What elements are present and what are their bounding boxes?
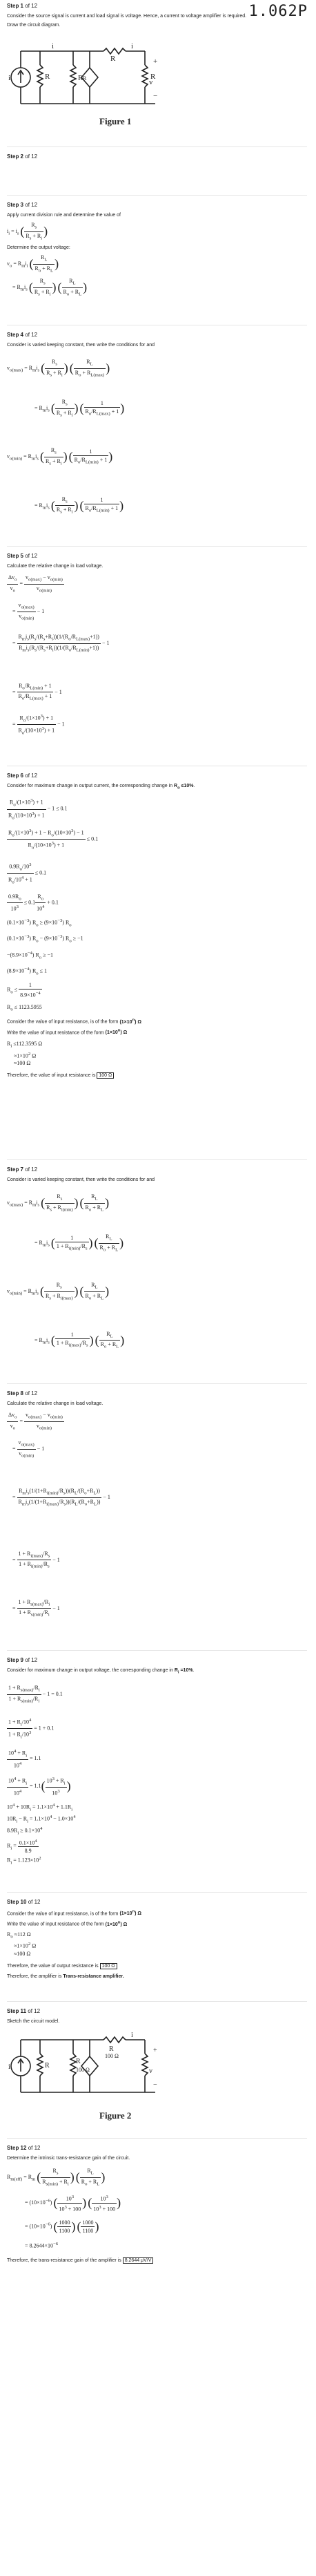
problem-id: 1.062P [248, 3, 308, 20]
step-text: Draw the circuit diagram. [7, 23, 61, 28]
step-divider [7, 146, 307, 147]
step-title: Step 1 of 12 [7, 3, 38, 9]
step-4: Step 4 of 12 Consider is varied keeping constant, then write the conditions for and $v_{o(max)} = R_mi_s$ ( $\frac{R_s}{R_s + R_i}$ ) ( $\frac{R_L}{R_o + R_{L(max)}}$ ) = $R_mi_s$ ( $\frac{R_s}{R_s + R_i}$ ) ( $\frac{1}{R_o/R_{L(max)} + 1}$ ) $v_{o(min)} = R_mi_s$ ( $\frac{R_s}{R_s + R_i}$ ) ( $\frac{1}{R_o/R_{L(min)} + 1}$ ) = $R_mi_s$ ( $\frac{R_s}{R_s + R_i}$ ) ( $\frac{1}{R_o/R_{L(min)} + 1}$ ) [7, 332, 307, 516]
label-source-gain: R [83, 75, 87, 82]
step-10: Step 10 of 12 Consider the value of input resistance, is of the form $(1\times 10^n)$ Ω Write the value of input resistance of the form $(1\times 10^n)$ Ω $R_o \approx 112$ Ω $\approx 1\times 10^2$ Ω ≈100 Ω Therefore, the value of output resistance is 100 Ω Therefore, the amplifier is Trans-resistance amplifier. [7, 1899, 141, 1979]
figure-1-caption: Figure 1 [99, 116, 132, 126]
figure-2-caption: Figure 2 [99, 2110, 132, 2121]
label-rl: R [150, 73, 156, 81]
step-divider [7, 1159, 307, 1160]
step-divider [7, 1383, 307, 1384]
label-rs: R [45, 73, 50, 81]
eq-relative-change: $\frac{\Delta v_o}{v_o}$ = $\frac{v_{o(max)} - v_{o(min)}}{v_{o(min)}}$ [8, 574, 63, 594]
step-12: Step 12 of 12 Determine the intrinsic trans-resistance gain of the circuit. $R_{m(eff)} = R_m$ ( $\frac{R_s}{R_{s(min)} + R_i}$ ) ( $\frac{R_L}{R_o + R_L}$ ) = $(10\times 10^{-6})$ ( $\frac{10^3}{10^3 + 100}$ ) ( $\frac{10^3}{10^3 + 100}$ ) = $(10\times 10^{-6})$ ( $\frac{1000}{1100}$ ) ( $\frac{1000}{1100}$ ) = $8.2644\times 10^{-6}$ Therefore, the trans-resistance gain of the amplifier is 8.2644 μV/V [7, 2145, 307, 2265]
step-divider [7, 195, 307, 196]
eq-vomin: $v_{o(min)} = R_mi_s$ ( $\frac{R_s}{R_s + R_i}$ ) ( $\frac{1}{R_o/R_{L(min)} + 1}$ ) [7, 447, 113, 466]
label-ii: i [52, 43, 55, 50]
label-io: i [131, 2032, 133, 2039]
label-plus: + [153, 57, 158, 66]
eq-vo: $v_o = R_mi_i$ ( $\frac{R_L}{R_o + R_L}$ ) [7, 254, 59, 274]
label-ri: R [76, 2058, 81, 2065]
circuit-figure-2 [7, 2032, 159, 2101]
step-5: Step 5 of 12 Calculate the relative change in load voltage. $\frac{\Delta v_o}{v_o}$ = $\frac{v_{o(max)} - v_{o(min)}}{v_{o(min)}}$ = $\frac{v_{o(max)}}{v_{o(min)}}$ − 1 = $\frac{R_mi_s(R_s/(R_s+R_i))(1/(R_o/R_{L(max)}+1))}{R_mi_s(R_s/(R_s+R_i))(1/(R_o/R_{L(min)}+1))}$ − 1 = $\frac{R_o/R_{L(min)} + 1}{R_o/R_{L(max)} + 1}$ − 1 = $\frac{R_o/(1\times 10^3) + 1}{R_o/(10\times 10^3) + 1}$ − 1 [7, 553, 307, 737]
step-1 [7, 3, 307, 30]
eq-ii: $i_i = i_s$ ( $\frac{R_s}{R_s + R_i}$ ) [7, 222, 48, 241]
circuit-figure-1 [7, 43, 159, 112]
step-divider [7, 546, 307, 547]
step-7: Step 7 of 12 Consider is varied keeping constant, then write the conditions for and $v_{o(max)} = R_mi_s$ ( $\frac{R_s}{R_s + R_{i(min)}}$ ) ( $\frac{R_L}{R_o + R_L}$ ) = $R_mi_s$ ( $\frac{1}{1 + R_{i(min)}/R_s}$ ) ( $\frac{R_L}{R_o + R_L}$ ) $v_{o(min)} = R_mi_s$ ( $\frac{R_s}{R_s + R_{i(max)}}$ ) ( $\frac{R_L}{R_o + R_L}$ ) = $R_mi_s$ ( $\frac{1}{1 + R_{i(max)}/R_s}$ ) ( $\frac{R_L}{R_o + R_L}$ ) [7, 1166, 155, 1349]
label-ri: R [78, 74, 83, 82]
label-ro-value: 100 Ω [105, 2053, 119, 2059]
step-divider [7, 1650, 307, 1651]
eq-vo-expanded: = $R_mi_s$ ( $\frac{R_s}{R_s + R_i}$ ) ( $\frac{R_L}{R_o + R_L}$ ) [12, 278, 88, 297]
result-rout: 100 Ω [100, 1963, 117, 1969]
label-is: i [8, 2063, 10, 2071]
label-minus: − [153, 92, 158, 100]
label-plus: + [153, 2047, 157, 2054]
step-2: Step 2 of 12 [7, 153, 38, 160]
step-divider [7, 2138, 307, 2139]
result-gain: 8.2644 μV/V [123, 2257, 154, 2264]
result-rin: 100 Ω [97, 1072, 114, 1079]
step-9: Step 9 of 12 Consider for maximum change in output voltage, the corresponding change in $R_i =10\%$. $\frac{1 + R_{s(max)}/R_i}{1 + R_{s(min)}/R_i}$ − 1 = 0.1 $\frac{1 + R_i/10^4}{1 + R_i/10^3}$ = 1 + 0.1 $\frac{10^4 + R_i}{10^4}$ = 1.1 $\frac{10^4 + R_i}{10^4}$ = 1.1( $\frac{10^3 + R_i}{10^3}$ ) $10^4 + 10R_i = 1.1\times 10^4 + 1.1R_i$ $10R_i - R_i = 1.1\times 10^4 - 1.0\times 10^4$ $8.9R_i \ge 0.1\times 10^4$ $R_i$ = $\frac{0.1\times 10^4}{8.9}$ $R_i = 1.123\times 10^2$ [7, 1657, 195, 1866]
eq-vomax: $v_{o(max)} = R_mi_s$ ( $\frac{R_s}{R_s + R_i}$ ) ( $\frac{R_L}{R_o + R_{L(max)}}$ ) [7, 359, 110, 378]
step-divider [7, 1892, 307, 1893]
label-vo: v [149, 78, 153, 86]
label-rs: R [45, 2062, 50, 2070]
step-divider [7, 2001, 307, 2002]
step-11: Step 11 of 12 Sketch the circuit model. [7, 2008, 60, 2024]
label-ri-value: 100 Ω [76, 2067, 90, 2073]
label-io: i [131, 43, 134, 50]
step-6: Step 6 of 12 Consider for maximum change in output current, the corresponding change in $R_o \le 10\%$. $\frac{R_o/(1\times 10^3) + 1}{R_o/(10\times 10^3) + 1}$ − 1 ≤ 0.1 $\frac{R_o/(1\times 10^3) + 1 - R_o/(10\times 10^3) - 1}{R_o/(10\times 10^3) + 1}$ ≤ 0.1 $\frac{0.9R_o/10^3}{R_o/10^4 + 1}$ ≤ 0.1 $\frac{0.9R_o}{10^3}$ ≤ 0.1 $\frac{R_o}{10^4}$ + 0.1 $(0.1\times 10^{-3}) R_o \ge (9\times 10^{-3})$ $R_o$ $(0.1\times 10^{-3}) R_o - (9\times 10^{-3}) R_o \ge -1$ $-(8.9\times 10^{-4}) R_o \ge -1$ $(8.9\times 10^{-4}) R_o \le 1$ $R_o$ ≤ $\frac{1}{8.9\times 10^{-4}}$ $R_o \le 1123.5955$ Consider the value of input resistance, is of the form $(1\times 10^n)$ Ω Write the value of input resistance of the form $(1\times 10^n)$ Ω $R_i \le 112.3595$ Ω $\approx 1\times 10^2$ Ω ≈100 Ω Therefore, the value of input resistance is 100 Ω [7, 773, 195, 1079]
label-minus: − [153, 2081, 157, 2089]
step-text: Consider the source signal is current and load signal is voltage. Hence, a current to voltage amplifier is required. [7, 14, 247, 19]
label-ro: R [110, 55, 116, 63]
eq-vomin-b: = $R_mi_s$ ( $\frac{R_s}{R_s + R_i}$ ) ( $\frac{1}{R_o/R_{L(min)} + 1}$ ) [34, 495, 124, 515]
eq-vomax-b: = $R_mi_s$ ( $\frac{R_s}{R_s + R_i}$ ) ( $\frac{1}{R_o/R_{L(max)} + 1}$ ) [34, 399, 125, 418]
step-3: Step 3 of 12 Apply current division rule and determine the value of $i_i = i_s$ ( $\frac{R_s}{R_s + R_i}$ ) Determine the output voltage: $v_o = R_mi_i$ ( $\frac{R_L}{R_o + R_L}$ ) = $R_mi_s$ ( $\frac{R_s}{R_s + R_i}$ ) ( $\frac{R_L}{R_o + R_L}$ ) [7, 202, 307, 299]
step-8: Step 8 of 12 Calculate the relative change in load voltage. $\frac{\Delta v_o}{v_o}$ = $\frac{v_{o(max)} - v_{o(min)}}{v_{o(min)}}$ = $\frac{v_{o(max)}}{v_{o(min)}}$ − 1 = $\frac{R_mi_s(1/(1+R_{i(min)}/R_s))(R_L/(R_o+R_L))}{R_mi_s(1/(1+R_{i(max)}/R_s))(R_L/(R_o+R_L))}$ − 1 = $\frac{1 + R_{i(max)}/R_s}{1 + R_{i(min)}/R_s}$ − 1 = $\frac{1 + R_{s(max)}/R_i}{1 + R_{s(min)}/R_i}$ − 1 [7, 1390, 110, 1618]
label-ro: R [109, 2045, 114, 2053]
label-is: i [8, 74, 11, 82]
label-vo: v [149, 2067, 152, 2075]
